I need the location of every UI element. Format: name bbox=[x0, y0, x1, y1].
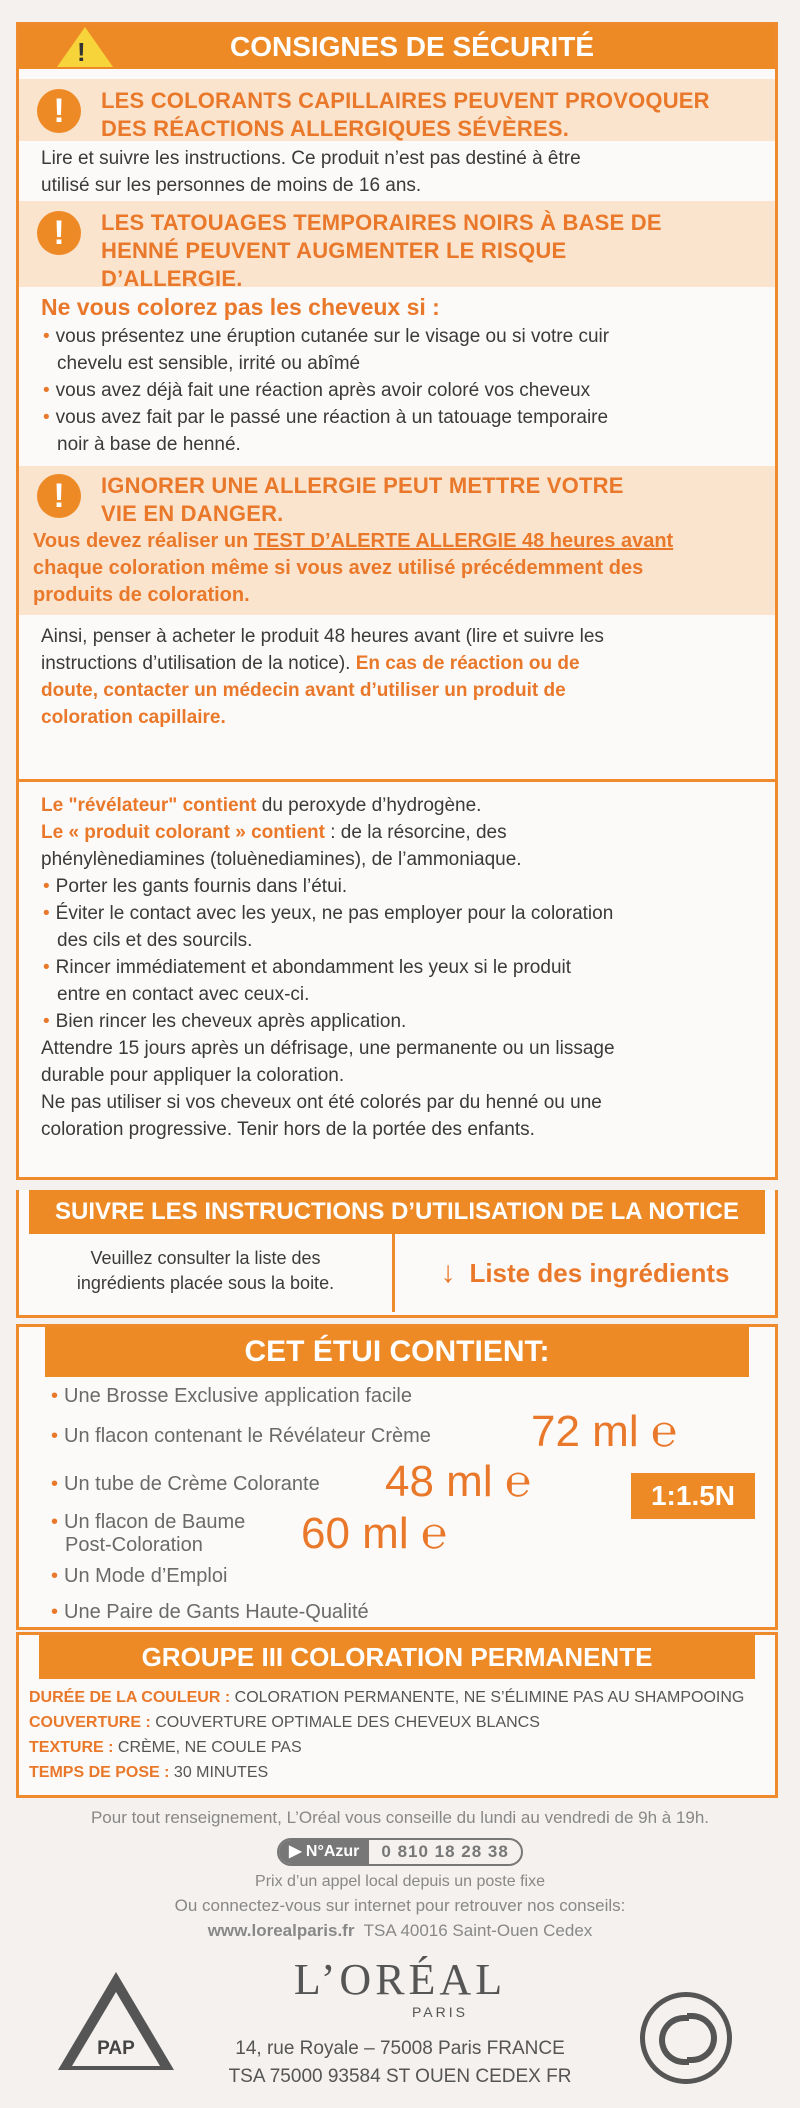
detail-row bbox=[29, 1735, 765, 1760]
contents-panel bbox=[16, 1324, 778, 1630]
list-item bbox=[41, 1008, 761, 1035]
list-item-text: des cils et des sourcils. bbox=[57, 930, 253, 951]
volume-48 bbox=[385, 1457, 531, 1507]
consult-line: ingrédients placée sous la boite. bbox=[76, 1273, 335, 1293]
note-bold: doute, contacter un médecin avant d’utiliser un produit de bbox=[41, 680, 566, 701]
detail-label: COUVERTURE : bbox=[29, 1714, 151, 1731]
green-dot-icon bbox=[640, 1992, 732, 2084]
arrow-right-icon: ▶ bbox=[289, 1843, 306, 1860]
allergy-warning bbox=[19, 79, 775, 141]
revelator-text: du peroxyde d’hydrogène. bbox=[256, 795, 482, 816]
allergy-test-text bbox=[19, 528, 775, 609]
azur-number[interactable]: 0 810 18 28 38 bbox=[381, 1842, 509, 1861]
henna-warning bbox=[19, 201, 775, 291]
brand-logo: L’ORÉAL bbox=[293, 1955, 507, 2004]
list-item-text: Un tube de Crème Colorante bbox=[64, 1473, 320, 1495]
list-item bbox=[41, 954, 761, 1008]
notice-body bbox=[19, 1234, 775, 1312]
colorant-label: Le « produit colorant » contient bbox=[41, 822, 325, 843]
dont-color-title: Ne vous colorez pas les cheveux si : bbox=[41, 294, 440, 320]
group-details bbox=[19, 1679, 775, 1791]
warning3-line: IGNORER UNE ALLERGIE PEUT METTRE VOTRE bbox=[101, 473, 624, 498]
azur-label bbox=[279, 1840, 369, 1864]
henna-text: coloration progressive. Tenir hors de la portée des enfants. bbox=[41, 1119, 535, 1140]
list-item-text: Porter les gants fournis dans l’étui. bbox=[55, 876, 348, 897]
dont-color-section bbox=[19, 287, 775, 458]
safety-title: CONSIGNES DE SÉCURITÉ bbox=[229, 31, 595, 62]
list-item-text: Rincer immédiatement et abondamment les yeux si le produit bbox=[55, 957, 572, 978]
brand-paris: PARIS bbox=[412, 2004, 468, 2020]
warning1-line: LES COLORANTS CAPILLAIRES PEUVENT PROVOQUER bbox=[101, 88, 710, 113]
shade-badge: 1:1.5N bbox=[631, 1473, 755, 1519]
list-item-text: Une Paire de Gants Haute-Qualité bbox=[64, 1601, 369, 1623]
list-item-text: Éviter le contact avec les yeux, ne pas employer pour la coloration bbox=[55, 903, 614, 924]
list-item bbox=[41, 377, 761, 404]
list-item-text: Une Brosse Exclusive application facile bbox=[64, 1385, 412, 1407]
detail-row bbox=[29, 1760, 765, 1785]
estimated-sign-icon: ℮ bbox=[504, 1457, 532, 1506]
warning3-line: VIE EN DANGER. bbox=[101, 501, 284, 526]
safety-header bbox=[19, 25, 775, 69]
read-line: utilisé sur les personnes de moins de 16 ans. bbox=[41, 175, 422, 196]
info-text: Pour tout renseignement, L’Oréal vous conseille du lundi au vendredi de 9h à 19h. bbox=[90, 1808, 710, 1827]
volume-72 bbox=[531, 1407, 677, 1457]
henna-text: Ne pas utiliser si vos cheveux ont été colorés par du henné ou une bbox=[41, 1092, 602, 1113]
detail-row bbox=[29, 1710, 765, 1735]
note-bold: En cas de réaction ou de bbox=[355, 653, 580, 674]
list-item-text: Un flacon contenant le Révélateur Crème bbox=[64, 1425, 431, 1447]
list-item bbox=[41, 900, 761, 954]
group-header: GROUPE III COLORATION PERMANENTE bbox=[39, 1635, 755, 1679]
note-text: Ainsi, penser à acheter le produit 48 heures avant (lire et suivre les bbox=[41, 626, 604, 647]
detail-label: TEXTURE : bbox=[29, 1739, 114, 1756]
tsa-address: TSA 40016 Saint-Ouen Cedex bbox=[363, 1921, 593, 1940]
online-text: Ou connectez-vous sur internet pour retrouver nos conseils: bbox=[174, 1896, 626, 1915]
test-text: chaque coloration même si vous avez utilisé précédemment des bbox=[33, 557, 644, 579]
warning2-line: D’ALLERGIE. bbox=[101, 266, 243, 291]
revelator-label: Le "révélateur" contient bbox=[41, 795, 257, 816]
list-item-text: Post-Coloration bbox=[65, 1534, 203, 1556]
wait-text: Attendre 15 jours après un défrisage, une permanente ou un lissage bbox=[41, 1038, 615, 1059]
read-instructions bbox=[19, 141, 775, 199]
warning-triangle-mark: ! bbox=[77, 37, 86, 67]
product-info-panel bbox=[16, 782, 778, 1180]
azur-label-text: N°Azur bbox=[305, 1843, 360, 1860]
advance-purchase-note bbox=[19, 615, 775, 731]
estimated-sign-icon: ℮ bbox=[420, 1509, 448, 1558]
volume-60 bbox=[301, 1509, 447, 1559]
list-item-text: Un flacon de Baume bbox=[64, 1511, 246, 1533]
colorant-text: phénylènediamines (toluènediamines), de l’ammoniaque. bbox=[41, 849, 522, 870]
contents-header: CET ÉTUI CONTIENT: bbox=[45, 1327, 749, 1377]
green-dot-arrow-right bbox=[687, 2013, 717, 2063]
group-panel bbox=[16, 1632, 778, 1798]
notice-header: SUIVRE LES INSTRUCTIONS D’UTILISATION DE LA NOTICE bbox=[29, 1190, 765, 1234]
list-item bbox=[49, 1601, 369, 1624]
list-item-text: Un Mode d’Emploi bbox=[64, 1565, 228, 1587]
consult-line: Veuillez consulter la liste des bbox=[90, 1248, 321, 1268]
product-info-text bbox=[19, 792, 775, 1143]
website-link[interactable]: www.lorealparis.fr bbox=[207, 1921, 355, 1940]
detail-value: COUVERTURE OPTIMALE DES CHEVEUX BLANCS bbox=[150, 1714, 540, 1731]
list-item-text: vous présentez une éruption cutanée sur le visage ou si votre cuir bbox=[55, 326, 610, 347]
test-text: produits de coloration. bbox=[33, 584, 250, 606]
contents-list bbox=[19, 1377, 775, 1627]
address-line-1: 14, rue Royale – 75008 Paris FRANCE bbox=[235, 2038, 565, 2059]
exclamation-icon: ! bbox=[37, 211, 81, 255]
allergy-test-link: TEST D’ALERTE ALLERGIE 48 heures avant bbox=[253, 530, 674, 552]
list-item-text: Bien rincer les cheveux après application. bbox=[55, 1011, 407, 1032]
pap-label: PAP bbox=[97, 2038, 135, 2059]
notice-panel bbox=[16, 1190, 778, 1318]
list-item bbox=[41, 323, 761, 377]
estimated-sign-icon: ℮ bbox=[650, 1407, 678, 1456]
detail-value: 30 MINUTES bbox=[169, 1764, 269, 1781]
address-line-2: TSA 75000 93584 ST OUEN CEDEX FR bbox=[228, 2066, 572, 2087]
volume-text: 48 ml bbox=[385, 1457, 493, 1506]
colorant-text: : de la résorcine, des bbox=[324, 822, 507, 843]
list-item bbox=[41, 404, 761, 458]
danger-warning bbox=[19, 466, 775, 528]
safety-panel bbox=[16, 22, 778, 782]
volume-text: 60 ml bbox=[301, 1509, 409, 1558]
list-item-text: noir à base de henné. bbox=[57, 434, 241, 455]
list-item-text: vous avez déjà fait une réaction après avoir coloré vos cheveux bbox=[55, 380, 591, 401]
detail-row bbox=[29, 1685, 765, 1710]
wait-text: durable pour appliquer la coloration. bbox=[41, 1065, 345, 1086]
list-item bbox=[49, 1511, 245, 1557]
warning1-line: DES RÉACTIONS ALLERGIQUES SÉVÈRES. bbox=[101, 116, 570, 141]
exclamation-icon: ! bbox=[37, 474, 81, 518]
list-item bbox=[41, 873, 761, 900]
note-text: instructions d’utilisation de la notice). bbox=[41, 653, 356, 674]
list-item-text: entre en contact avec ceux-ci. bbox=[57, 984, 310, 1005]
list-item bbox=[49, 1473, 320, 1496]
note-bold: coloration capillaire. bbox=[41, 707, 226, 728]
volume-text: 72 ml bbox=[531, 1407, 639, 1456]
detail-value: CRÈME, NE COULE PAS bbox=[113, 1739, 302, 1756]
azur-phone bbox=[277, 1838, 523, 1866]
price-text: Prix d’un appel local depuis un poste fixe bbox=[255, 1873, 545, 1890]
read-line: Lire et suivre les instructions. Ce produit n’est pas destiné à être bbox=[41, 148, 581, 169]
ingredients-list-link bbox=[395, 1234, 775, 1312]
footer bbox=[0, 1804, 800, 2108]
consult-text bbox=[19, 1234, 395, 1312]
web-line bbox=[0, 1918, 800, 1944]
exclamation-icon: ! bbox=[37, 89, 81, 133]
list-item bbox=[49, 1565, 227, 1588]
arrow-down-icon: ↓ bbox=[440, 1256, 456, 1289]
detail-value: COLORATION PERMANENTE, NE S’ÉLIMINE PAS AU SHAMPOOING bbox=[230, 1689, 745, 1706]
ingredients-label: Liste des ingrédients bbox=[469, 1257, 730, 1288]
list-item bbox=[49, 1425, 431, 1448]
detail-label: DURÉE DE LA COULEUR : bbox=[29, 1689, 231, 1706]
warning2-line: HENNÉ PEUVENT AUGMENTER LE RISQUE bbox=[101, 238, 567, 263]
warning2-line: LES TATOUAGES TEMPORAIRES NOIRS À BASE DE bbox=[101, 210, 662, 235]
list-item-text: chevelu est sensible, irrité ou abîmé bbox=[57, 353, 361, 374]
detail-label: TEMPS DE POSE : bbox=[29, 1764, 170, 1781]
list-item-text: vous avez fait par le passé une réaction à un tatouage temporaire bbox=[55, 407, 609, 428]
test-text: Vous devez réaliser un bbox=[33, 530, 254, 552]
list-item bbox=[49, 1385, 412, 1408]
danger-block bbox=[19, 466, 775, 615]
green-dot-arrow-left bbox=[659, 2015, 689, 2065]
